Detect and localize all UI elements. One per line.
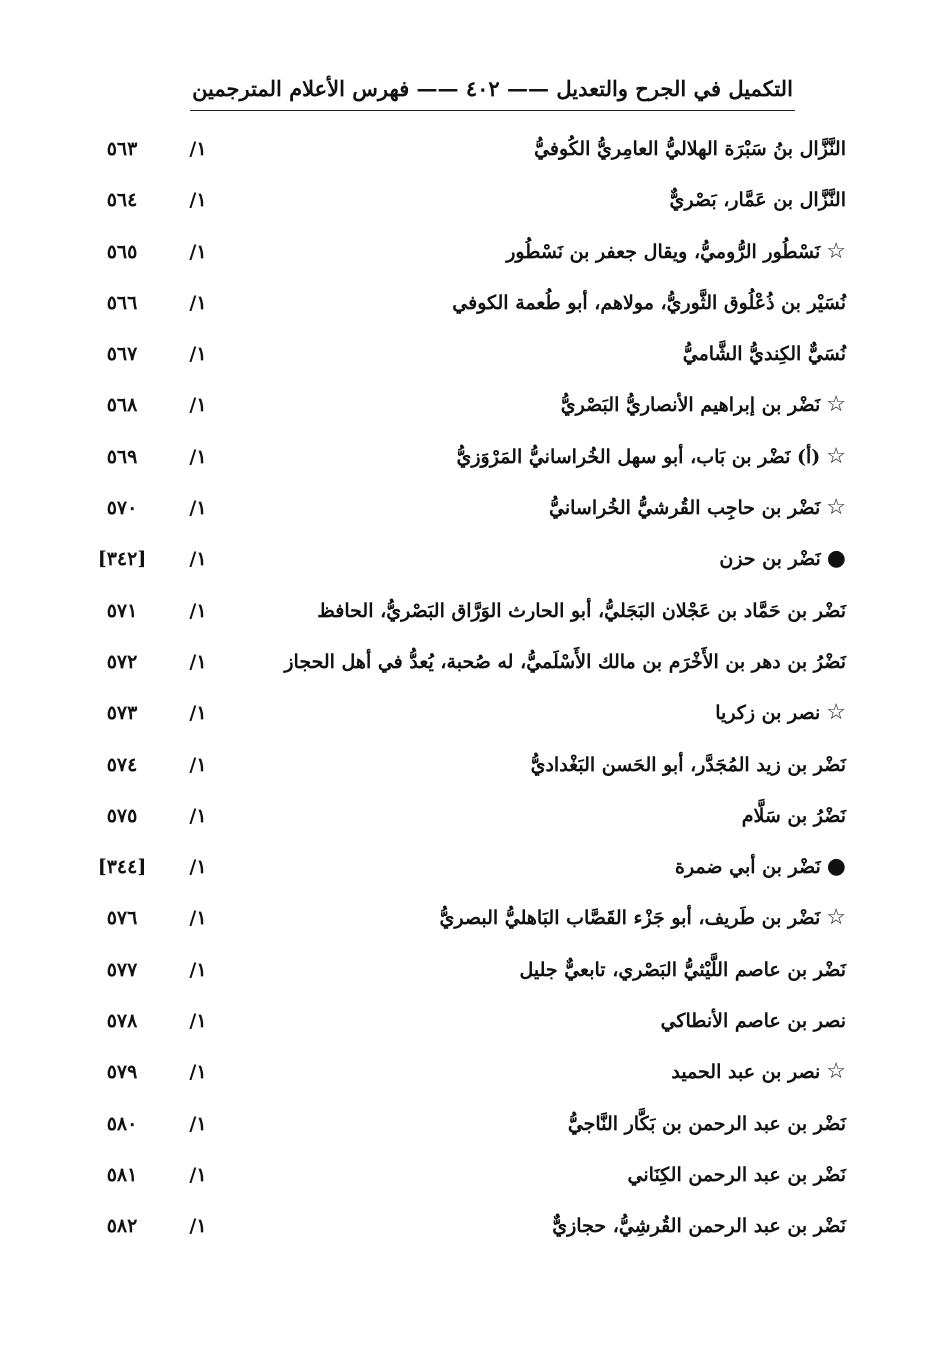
entry-volume: ١/: [189, 702, 207, 725]
entry-volume: ١/: [189, 907, 207, 930]
index-entry: [0, 483, 938, 534]
entry-volume: ١/: [189, 753, 207, 776]
entry-name-text: النَّزَّال بن عَمَّار، بَصْريٌّ: [669, 189, 846, 212]
entry-volume: ١/: [189, 240, 207, 263]
entry-name: [246, 592, 846, 630]
entry-volume: ١/: [189, 291, 207, 314]
index-entry: [0, 1150, 938, 1201]
entry-name-text: نصر بن عاصم الأنطاكي: [660, 1010, 846, 1033]
entry-number: [٣٤٤]: [97, 856, 147, 879]
entry-name-text: نَضْر بن حَمَّاد بن عَجْلان البَجَليُّ، أبو الحارث الوَرَّاق البَصْريُّ، الحافظ: [317, 599, 846, 622]
entry-name: [246, 1207, 846, 1245]
entry-name: [246, 1002, 846, 1040]
entry-volume: ١/: [189, 189, 207, 212]
entry-name-text: نَضْر بن عبد الرحمن القُرشِيُّ، حجازيٌّ: [552, 1215, 846, 1238]
entry-name-text: (أ) نَضْر بن بَاب، أبو سهل الخُراسانيُّ المَرْوَزيُّ: [456, 445, 821, 468]
entry-number: ٥٧٢: [106, 650, 138, 673]
index-entry: [0, 740, 938, 791]
entry-volume: ١/: [189, 804, 207, 827]
entry-volume: ١/: [189, 445, 207, 468]
entry-volume: ١/: [189, 343, 207, 366]
entry-volume: ١/: [189, 497, 207, 520]
bullet-marker-icon: ●: [826, 854, 846, 880]
entry-name: [246, 1053, 846, 1091]
entry-number: ٥٨١: [106, 1163, 138, 1186]
entry-number: ٥٧٧: [106, 958, 138, 981]
entry-volume: ١/: [189, 1163, 207, 1186]
index-entry: [0, 842, 938, 893]
index-entry: [0, 227, 938, 278]
entry-name-text: نَضْر بن حاجِب القُرشيُّ الخُراسانيُّ: [549, 497, 821, 520]
index-entry: [0, 688, 938, 739]
entry-volume: ١/: [189, 1215, 207, 1238]
star-marker-icon: ☆: [826, 1059, 846, 1085]
index-entry: [0, 893, 938, 944]
entry-name-text: نَضْر بن عبد الرحمن بن بَكَّار النَّاجيُّ: [567, 1112, 846, 1135]
entry-number: ٥٦٣: [106, 138, 138, 160]
entry-name-text: نَضْر بن عاصم اللَّيْثيُّ البَصْري، تابعيٌّ جليل: [519, 958, 846, 981]
index-entry: [0, 945, 938, 996]
entry-number: ٥٧١: [106, 599, 138, 622]
entry-volume: ١/: [189, 138, 207, 160]
entry-name-text: النَّزَّال بنُ سَبْرَة الهلاليُّ العامِريُّ الكُوفيُّ: [534, 138, 846, 160]
entry-name: [246, 1105, 846, 1143]
entry-name: [246, 694, 846, 732]
page-header: التكميل في الجرح والتعديل —— ٤٠٢ —— فهرس الأعلام المترجمين: [190, 70, 795, 111]
entry-volume: ١/: [189, 650, 207, 673]
index-entry: [0, 534, 938, 585]
index-entry: [0, 996, 938, 1047]
index-entry: [0, 175, 938, 226]
entry-name-text: نُسَيْر بن ذُعْلُوق الثَّوريُّ، مولاهم، أبو طُعمة الكوفي: [452, 291, 846, 314]
entry-name: [246, 130, 846, 168]
entry-name-text: نصر بن عبد الحميد: [671, 1061, 821, 1084]
entry-number: ٥٨٠: [106, 1112, 138, 1135]
entry-name: [246, 181, 846, 219]
entry-name: [246, 540, 846, 578]
entry-volume: ١/: [189, 856, 207, 879]
entry-number: ٥٧٣: [106, 702, 138, 725]
entry-name-text: نَضْر بن طَريف، أبو جَزْء القَصَّاب البَاهليُّ البصريُّ: [439, 907, 821, 930]
entry-number: ٥٧٠: [106, 497, 138, 520]
entry-name: [246, 643, 846, 681]
entry-number: ٥٦٦: [106, 291, 138, 314]
entry-number: ٥٧٨: [106, 1010, 138, 1033]
entry-name: [246, 335, 846, 373]
entry-volume: ١/: [189, 1010, 207, 1033]
entry-name: [246, 797, 846, 835]
index-entry: [0, 278, 938, 329]
entry-name-text: نُسَيٌّ الكِنديُّ الشَّاميُّ: [682, 343, 846, 366]
entry-number: ٥٦٩: [106, 445, 138, 468]
entry-name-text: نَضْر بن عبد الرحمن الكِنَاني: [627, 1163, 846, 1186]
star-marker-icon: ☆: [826, 700, 846, 726]
index-entry: [0, 586, 938, 637]
index-list: [0, 124, 938, 1253]
entry-number: ٥٧٤: [106, 753, 138, 776]
entry-name: [246, 438, 846, 476]
entry-name-text: نصر بن زكريا: [715, 702, 821, 725]
entry-volume: ١/: [189, 1061, 207, 1084]
entry-volume: ١/: [189, 958, 207, 981]
entry-name: [246, 233, 846, 271]
entry-number: ٥٦٨: [106, 394, 138, 417]
entry-name-text: نَسْطُور الرُّوميُّ، ويقال جعفر بن نَسْطُور: [506, 240, 821, 263]
entry-name-text: نَضْر بن إبراهيم الأنصاريُّ البَصْريُّ: [560, 394, 821, 417]
entry-number: [٣٤٢]: [97, 548, 147, 571]
index-entry: [0, 432, 938, 483]
entry-number: ٥٦٤: [106, 189, 138, 212]
entry-name: [246, 1156, 846, 1194]
entry-name: [246, 951, 846, 989]
entry-volume: ١/: [189, 1112, 207, 1135]
entry-name-text: نَضْرُ بن دهر بن الأَخْرَم بن مالك الأَسْلَميُّ، له صُحبة، يُعدُّ في أهل الحجاز: [284, 650, 846, 673]
star-marker-icon: ☆: [826, 905, 846, 931]
entry-name: [246, 489, 846, 527]
index-entry: [0, 124, 938, 175]
entry-number: ٥٨٢: [106, 1215, 138, 1238]
index-entry: [0, 1201, 938, 1252]
entry-name: [246, 848, 846, 886]
index-entry: [0, 1099, 938, 1150]
bullet-marker-icon: ●: [826, 546, 846, 572]
star-marker-icon: ☆: [826, 392, 846, 418]
entry-name-text: نَضْر بن حزن: [719, 548, 821, 571]
entry-volume: ١/: [189, 548, 207, 571]
index-entry: [0, 637, 938, 688]
entry-name: [246, 899, 846, 937]
entry-volume: ١/: [189, 599, 207, 622]
entry-number: ٥٧٩: [106, 1061, 138, 1084]
index-entry: [0, 380, 938, 431]
entry-name: [246, 284, 846, 322]
entry-name-text: نَضْر بن أبي ضمرة: [674, 856, 821, 879]
star-marker-icon: ☆: [826, 443, 846, 469]
entry-name-text: نَضْرُ بن سَلَّام: [741, 804, 846, 827]
star-marker-icon: ☆: [826, 238, 846, 264]
entry-volume: ١/: [189, 394, 207, 417]
entry-number: ٥٧٦: [106, 907, 138, 930]
star-marker-icon: ☆: [826, 495, 846, 521]
entry-name: [246, 386, 846, 424]
entry-number: ٥٧٥: [106, 804, 138, 827]
entry-number: ٥٦٥: [106, 240, 138, 263]
index-entry: [0, 1047, 938, 1098]
index-entry: [0, 791, 938, 842]
index-entry: [0, 329, 938, 380]
entry-name-text: نَضْر بن زيد المُجَدَّر، أبو الحَسن البَغْداديُّ: [530, 753, 846, 776]
entry-number: ٥٦٧: [106, 343, 138, 366]
entry-name: [246, 746, 846, 784]
